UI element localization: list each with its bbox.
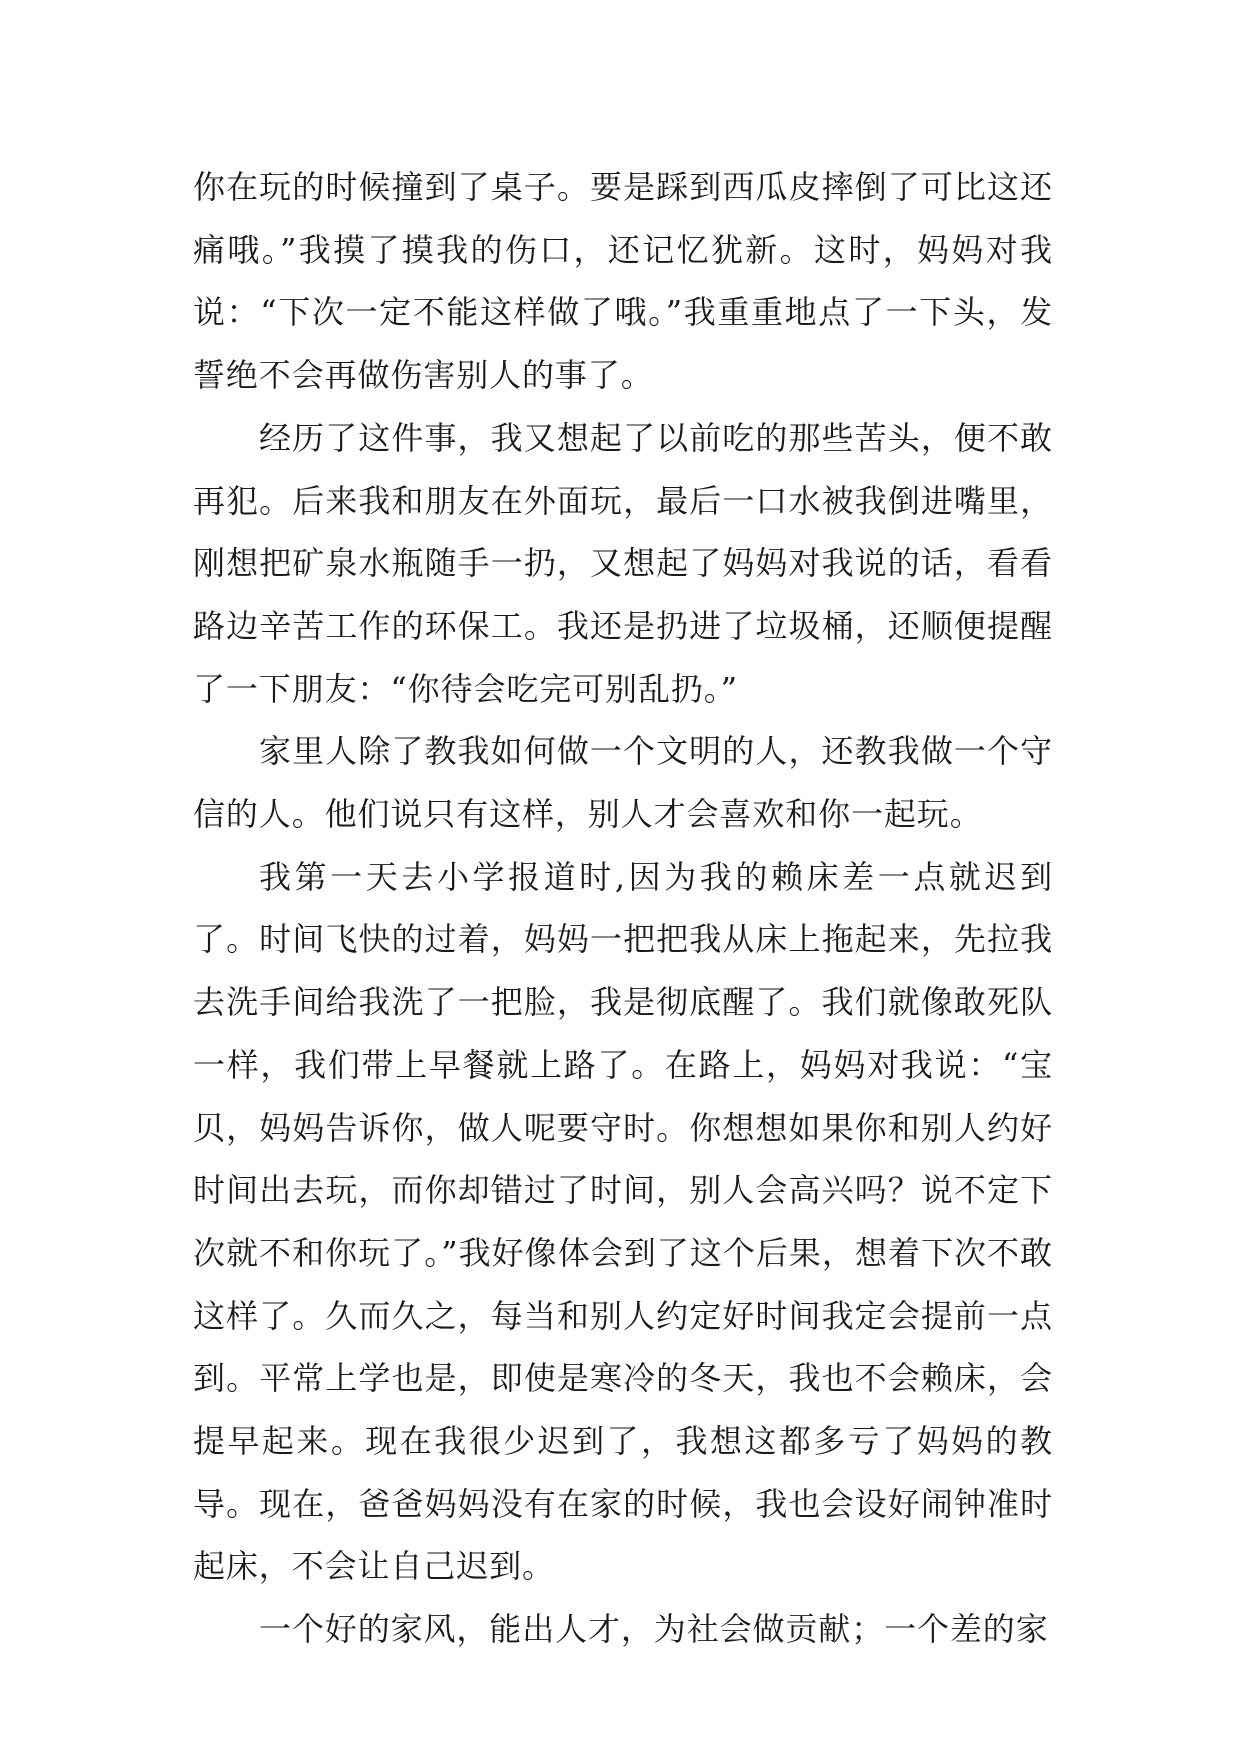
- document-body: [193, 156, 1053, 1661]
- paragraph-2: 经历了这件事，我又想起了以前吃的那些苦头，便不敢再犯。后来我和朋友在外面玩，最后一口水被我倒进嘴里，刚想把矿泉水瓶随手一扔，又想起了妈妈对我说的话，看看路边辛苦工作的环保工。我还是扔进了垃圾桶，还顺便提醒了一下朋友：“你待会吃完可别乱扔。”: [193, 418, 1053, 708]
- paragraph-3: 家里人除了教我如何做一个文明的人，还教我做一个守信的人。他们说只有这样，别人才会喜欢和你一起玩。: [193, 732, 1053, 834]
- paragraph-4: 我第一天去小学报道时,因为我的赖床差一点就迟到了。时间飞快的过着，妈妈一把把我从床上拖起来，先拉我去洗手间给我洗了一把脸，我是彻底醒了。我们就像敢死队一样，我们带上早餐就上路了。在路上，妈妈对我说：“宝贝，妈妈告诉你，做人呢要守时。你想想如果你和别人约好时间出去玩，而你却错过了时间，别人会高兴吗？说不定下次就不和你玩了。”我好像体会到了这个后果，想着下次不敢这样了。久而久之，每当和别人约定好时间我定会提前一点到。平常上学也是，即使是寒冷的冬天，我也不会赖床，会提早起来。现在我很少迟到了，我想这都多亏了妈妈的教导。现在，爸爸妈妈没有在家的时候，我也会设好闹钟准时起床，不会让自己迟到。: [193, 857, 1053, 1586]
- paragraph-5: 一个好的家风，能出人才，为社会做贡献；一个差的家: [259, 1610, 1049, 1649]
- paragraph-1: 你在玩的时候撞到了桌子。要是踩到西瓜皮摔倒了可比这还痛哦。”我摸了摸我的伤口，还记忆犹新。这时，妈妈对我说：“下次一定不能这样做了哦。”我重重地点了一下头，发誓绝不会再做伤害别人的事了。: [193, 168, 1053, 395]
